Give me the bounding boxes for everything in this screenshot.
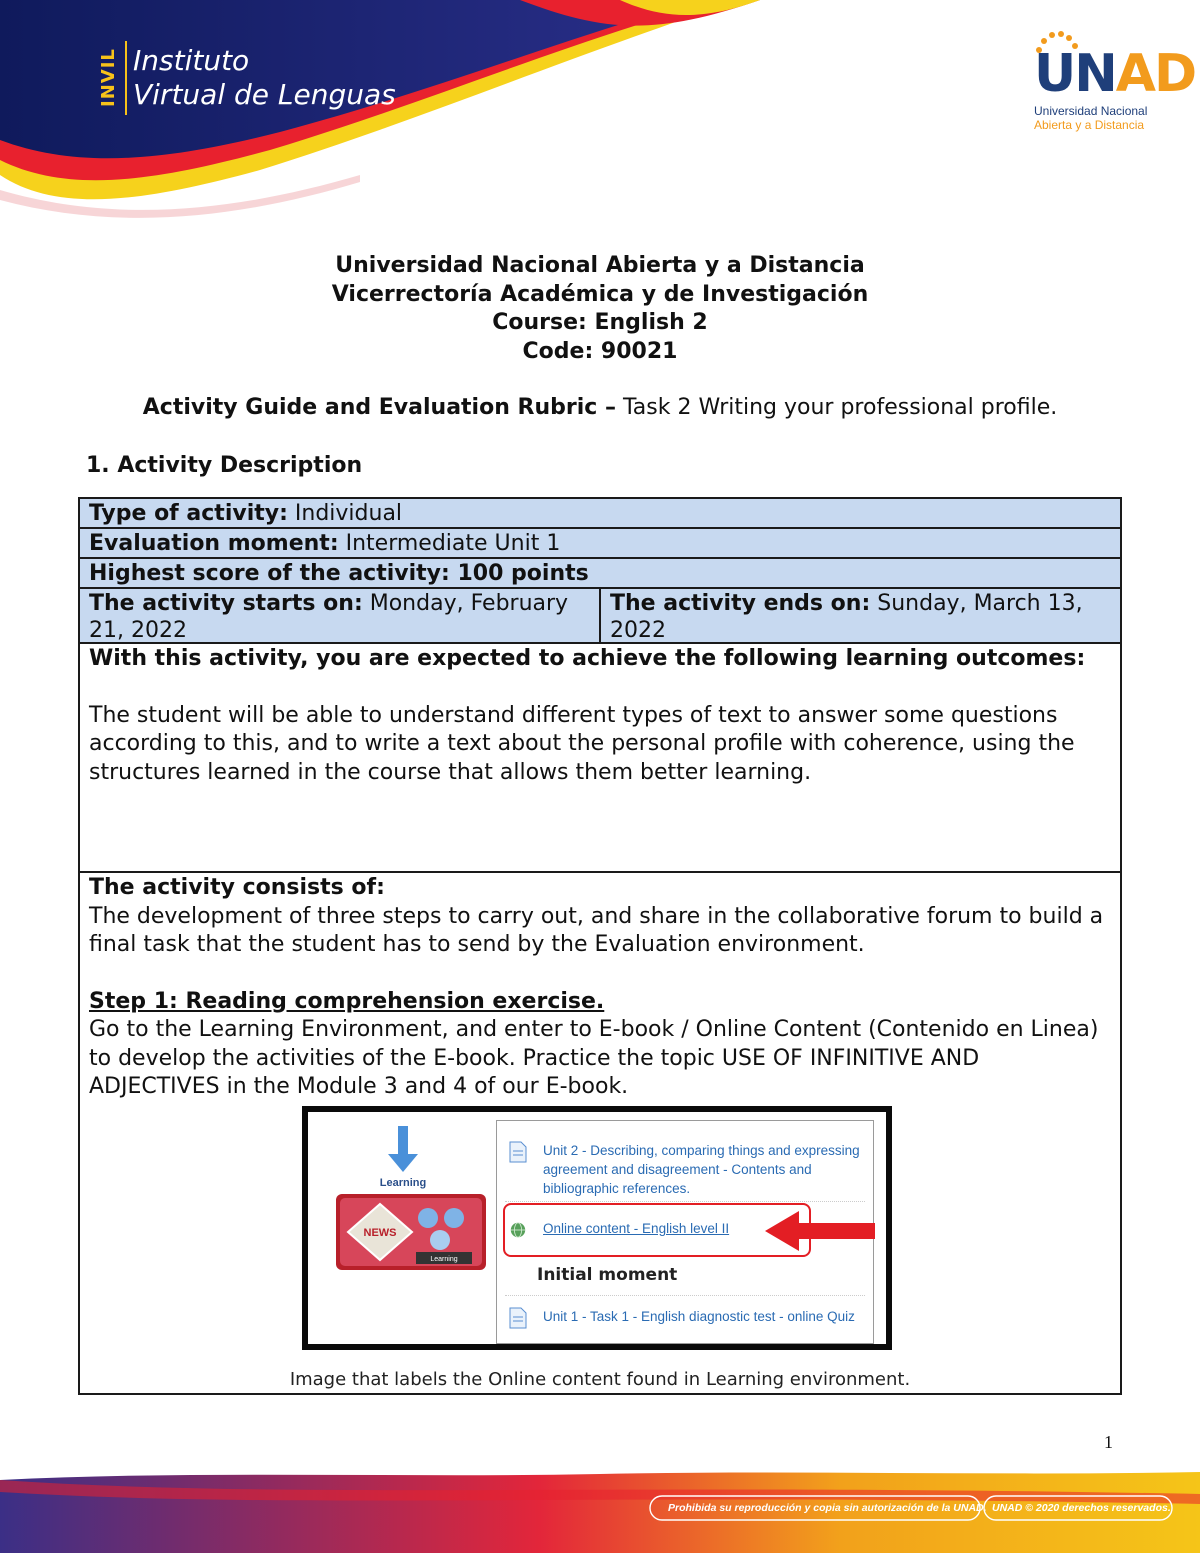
code-title: Code: 90021 (522, 338, 678, 364)
evaluation-label: Evaluation moment: (89, 531, 339, 556)
footer-notice-2: UNAD © 2020 derechos reservados. (992, 1502, 1171, 1514)
type-label: Type of activity: (89, 501, 288, 526)
unad-subtitle-1: Universidad Nacional (1034, 104, 1148, 118)
footer-banner (0, 1470, 1200, 1553)
news-label: NEWS (363, 1227, 397, 1239)
score-label: Highest score of the activity: 100 points (89, 561, 589, 586)
step1-text: Go to the Learning Environment, and enter to E-book / Online Content (Contenido en Linea) to develop the activities of the E-book. Practice the topic USE OF INFINITIVE AND ADJECTIVES in the Module 3 and 4 of our E-book. (89, 1017, 1099, 1099)
outcomes-text: The student will be able to understand different types of text to answer some questions according to this, and to write a text about the personal profile with coherence, using the structures learned in the course that allows them better learning. (89, 702, 1075, 785)
invil-logo (98, 40, 396, 116)
online-content-link[interactable] (543, 1219, 803, 1238)
type-row (80, 499, 1120, 529)
footer-notice-1: Prohibida su reproducción y copia sin autorización de la UNAD. (668, 1502, 987, 1514)
unit2-link-text: Unit 2 - Describing, comparing things and expressing agreement and disagreement - Contents and bibliographic references. (543, 1143, 860, 1196)
learning-graphic (332, 1120, 492, 1320)
course-title: Course: English 2 (492, 310, 708, 335)
guide-title-rest: Task 2 Writing your professional profile. (615, 395, 1058, 420)
learning-environment-screenshot (302, 1106, 892, 1350)
guide-title-bold: Activity Guide and Evaluation Rubric – (142, 395, 616, 420)
unit2-link[interactable] (543, 1141, 869, 1198)
globe-icon (509, 1219, 527, 1241)
invil-vertical-text: INVIL (98, 48, 119, 108)
consists-row (80, 873, 1120, 1393)
initial-moment-heading: Initial moment (537, 1265, 678, 1285)
type-value: Individual (287, 501, 403, 526)
online-content-text: Online content - English level II (543, 1221, 730, 1236)
outcomes-row (80, 644, 1120, 873)
image-caption: Image that labels the Online content found in Learning environment. (289, 1369, 911, 1390)
end-label: The activity ends on: (610, 591, 871, 616)
header-banner (0, 0, 1200, 230)
end-date-cell (601, 589, 1120, 642)
university-title: Universidad Nacional Abierta y a Distancia (335, 253, 865, 278)
title-block (0, 252, 1200, 366)
vicerrectoria-title: Vicerrectoría Académica y de Investigación (331, 281, 869, 307)
section-heading: 1. Activity Description (86, 453, 363, 478)
guide-title (0, 393, 1200, 423)
separator (505, 1295, 865, 1296)
start-date-cell (80, 589, 601, 642)
separator (505, 1201, 865, 1202)
activity-table (78, 497, 1122, 1395)
unit1-link[interactable] (543, 1307, 869, 1326)
evaluation-row (80, 529, 1120, 559)
unad-subtitle-2: Abierta y a Distancia (1034, 118, 1145, 132)
red-arrow-icon (765, 1209, 875, 1253)
invil-line2: Virtual de Lenguas (133, 78, 396, 111)
invil-divider (125, 41, 127, 115)
score-row (80, 559, 1120, 589)
page-number: 1 (1104, 1432, 1113, 1452)
consists-text: The development of three steps to carry out, and share in the collaborative forum to build a final task that the student has to send by the Evaluation environment. (89, 903, 1104, 957)
dates-row (80, 589, 1120, 644)
unit1-link-text: Unit 1 - Task 1 - English diagnostic test - online Quiz (543, 1309, 855, 1324)
unad-logo (1034, 30, 1196, 132)
end-value: Sunday, March 13, 2022 (610, 591, 1083, 643)
invil-line1: Instituto (133, 44, 250, 77)
page-icon (509, 1141, 527, 1163)
course-menu-pane (496, 1120, 874, 1344)
unad-wordmark: UNAD (1034, 44, 1196, 104)
learning-graphic-label: Learning (379, 1177, 427, 1189)
evaluation-value: Intermediate Unit 1 (338, 531, 561, 556)
page-icon (509, 1307, 527, 1329)
outcomes-label: With this activity, you are expected to achieve the following learning outcomes: (89, 646, 1086, 671)
learning-small-label: Learning (430, 1256, 458, 1263)
consists-label: The activity consists of: (89, 875, 385, 900)
step1-title: Step 1: Reading comprehension exercise. (89, 988, 605, 1014)
start-value: Monday, February 21, 2022 (89, 591, 569, 643)
start-label: The activity starts on: (89, 591, 363, 616)
